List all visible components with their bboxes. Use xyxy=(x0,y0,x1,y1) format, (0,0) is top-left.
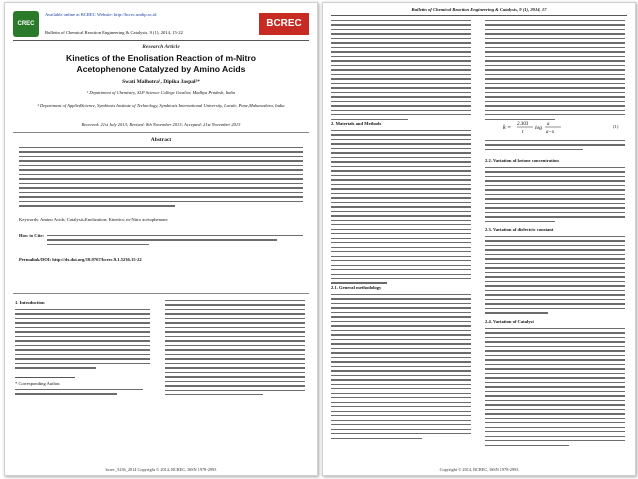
abstract-text xyxy=(19,147,303,210)
keywords-line: Keywords: Amino Acids; Catalysis;Enolization; Kinetics; m-Nitro acetophenone xyxy=(19,217,168,222)
intro-col-1-text xyxy=(15,309,150,372)
dielectric-heading: 2.3. Variation of dielectric constant xyxy=(485,227,554,232)
paper-authors: Swati Malhotra¹, Dipika Jaspal²* xyxy=(122,79,200,85)
bcrec-website-link[interactable]: Available online at BCREC Website: http://bcrec.undip.ac.id xyxy=(45,12,157,17)
materials-methods-heading: 2. Materials and Methods xyxy=(331,121,382,126)
col-2-top-text xyxy=(485,20,625,123)
corresponding-author: * Corresponding Author. xyxy=(15,381,61,386)
footnote-text xyxy=(15,389,143,398)
citation-text xyxy=(47,235,303,248)
general-methodology-text xyxy=(331,294,471,442)
col-1-top-text xyxy=(331,20,471,123)
abstract-heading: Abstract xyxy=(150,137,172,143)
equation-graphic xyxy=(503,119,563,137)
materials-text xyxy=(331,130,471,287)
rate-equation xyxy=(503,119,563,139)
how-to-cite-label: How to Cite: xyxy=(19,233,45,238)
ketone-concentration-heading: 2.2. Variation of ketone concentration xyxy=(485,158,559,163)
affiliation-1: ¹ Department of Chemistry, SLP Science College Gwalior, Madhya Pradesh, India xyxy=(86,90,236,95)
available-online-text xyxy=(45,12,156,18)
svg-text:t: t xyxy=(522,130,524,135)
footnote-rule xyxy=(15,377,75,378)
right-page xyxy=(322,2,636,476)
header-rule xyxy=(13,40,309,41)
journal-logo-left: CREC xyxy=(13,11,39,37)
left-page-footer: bcrec_5236_2014 Copyright © 2014, BCREC, ISSN 1978-2993 xyxy=(105,467,217,472)
running-header: Bulletin of Chemical Reaction Engineering & Catalysis, 9 (1), 2014, 17 xyxy=(411,7,547,12)
equation-number: (1) xyxy=(613,124,619,129)
left-page xyxy=(4,2,318,476)
svg-text:2.303: 2.303 xyxy=(517,122,529,127)
article-type: Research Article xyxy=(142,44,180,50)
equation-explanation xyxy=(485,140,625,153)
ketone-text xyxy=(485,167,625,225)
right-header-rule xyxy=(331,15,627,16)
catalyst-text xyxy=(485,328,625,449)
journal-citation-line: Bulletin of Chemical Reaction Engineering & Catalysis, 9 (1), 2014, 15-22 xyxy=(45,30,183,35)
intro-col-2-text xyxy=(165,300,305,399)
journal-logo-right: BCREC xyxy=(259,13,309,35)
general-methodology-heading: 2.1. General methodology xyxy=(331,285,382,290)
permalink-doi[interactable]: Permalink/DOI: http://dx.doi.org/10.9767/bcrec.9.1.5236.15-22 xyxy=(19,257,142,262)
introduction-heading: 1. Introduction xyxy=(15,300,45,305)
svg-text:k =: k = xyxy=(503,125,512,131)
abstract-box xyxy=(13,132,309,294)
svg-text:a: a xyxy=(547,122,550,127)
catalyst-heading: 2.4. Variation of Catalyst xyxy=(485,319,534,324)
paper-title: Kinetics of the Enolisation Reaction of m-Nitro Acetophenone Catalyzed by Amino Acids xyxy=(65,53,257,74)
dielectric-text xyxy=(485,236,625,317)
submission-dates: Received: 21st July 2013; Revised: 8th November 2013; Accepted: 21st November 2013 xyxy=(81,122,241,127)
affiliation-2: ² Department of AppliedScience, Symbiosis Institute of Technology, Symbiosis International University, Lavale, Pune,Maharashtra, India xyxy=(37,103,285,108)
svg-text:a−x: a−x xyxy=(546,130,555,135)
right-page-footer: Copyright © 2014, BCREC, ISSN 1978-2993 xyxy=(439,467,519,472)
svg-text:log: log xyxy=(535,125,543,131)
